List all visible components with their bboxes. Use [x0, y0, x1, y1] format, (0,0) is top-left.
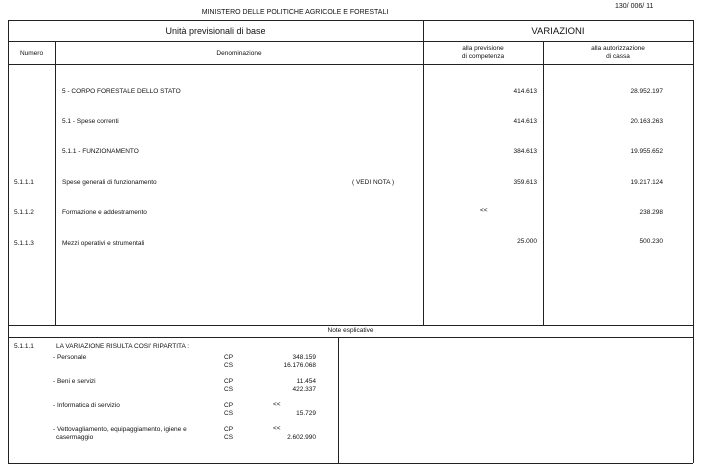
- notes-item-cp: CP: [224, 426, 234, 433]
- row-competenza: 25.000: [517, 238, 537, 245]
- notes-item-cs-value: 15.729: [296, 410, 316, 417]
- notes-item-cp: CP: [224, 378, 234, 385]
- ministry-title: MINISTERO DELLE POLITICHE AGRICOLE E FORESTALI: [201, 9, 389, 16]
- notes-item-cp: CP: [224, 402, 234, 409]
- notes-title: Note esplicative: [327, 327, 374, 334]
- row-denominazione: Mezzi operativi e strumentali: [62, 240, 145, 247]
- notes-item-cp-value: 348.159: [292, 354, 316, 361]
- notes-item-cs: CS: [224, 410, 234, 417]
- row-note: ( VEDI NOTA ): [352, 179, 395, 186]
- row-denominazione: 5.1 - Spese correnti: [62, 118, 119, 125]
- row-competenza: 384.613: [513, 148, 537, 155]
- column-header-autorizzazione-line2: di cassa: [606, 53, 630, 60]
- variazioni-title: VARIAZIONI: [531, 26, 585, 37]
- row-denominazione: Spese generali di funzionamento: [62, 179, 157, 186]
- row-competenza: 414.613: [513, 118, 537, 125]
- row-denominazione: Formazione e addestramento: [62, 209, 147, 216]
- notes-item-cs: CS: [224, 434, 234, 441]
- notes-item-cp-value: <<: [273, 425, 281, 432]
- notes-item-cs-value: 422.337: [292, 386, 316, 393]
- column-header-autorizzazione-line1: alla autorizzazione: [591, 45, 645, 52]
- notes-item-label: - Informatica di servizio: [53, 402, 120, 409]
- row-cassa: 238.298: [639, 209, 663, 216]
- section-title: Unità previsionali di base: [165, 26, 266, 36]
- row-cassa: 20.163.263: [630, 118, 663, 125]
- notes-item-label-line2: casermaggio: [56, 434, 94, 441]
- row-denominazione: 5 - CORPO FORESTALE DELLO STATO: [62, 88, 181, 95]
- row-cassa: 19.217.124: [630, 179, 663, 186]
- notes-numero: 5.1.1.1: [14, 343, 34, 350]
- column-header-previsione-line1: alla previsione: [462, 45, 504, 52]
- row-competenza: 414.613: [513, 88, 537, 95]
- notes-item-cs: CS: [224, 362, 234, 369]
- notes-item-label: - Personale: [53, 354, 87, 361]
- column-header-denominazione: Denominazione: [216, 50, 262, 57]
- row-denominazione: 5.1.1 - FUNZIONAMENTO: [62, 148, 139, 155]
- column-header-numero: Numero: [19, 50, 44, 57]
- page-reference: 130/ 006/ 11: [615, 3, 654, 10]
- notes-item-cs-value: 2.602.990: [287, 434, 316, 441]
- row-numero: 5.1.1.2: [14, 209, 34, 216]
- notes-item-label: - Beni e servizi: [53, 378, 96, 385]
- row-cassa: 28.952.197: [630, 88, 663, 95]
- column-header-previsione-line2: di competenza: [461, 53, 505, 60]
- notes-item-cp-value: 11.454: [296, 378, 316, 385]
- notes-item-cs: CS: [224, 386, 234, 393]
- row-numero: 5.1.1.1: [14, 179, 34, 186]
- notes-item-cp-value: <<: [273, 401, 281, 408]
- notes-heading: LA VARIAZIONE RISULTA COSI' RIPARTITA :: [56, 343, 190, 350]
- row-cassa: 500.230: [639, 238, 663, 245]
- row-numero: 5.1.1.3: [14, 240, 34, 247]
- row-cassa: 19.955.652: [630, 148, 663, 155]
- row-competenza: 359.613: [513, 179, 537, 186]
- notes-item-cs-value: 16.176.068: [283, 362, 316, 369]
- row-competenza: <<: [480, 207, 488, 214]
- notes-item-label: - Vettovagliamento, equipaggiamento, igiene e: [53, 426, 187, 433]
- notes-item-cp: CP: [224, 354, 234, 361]
